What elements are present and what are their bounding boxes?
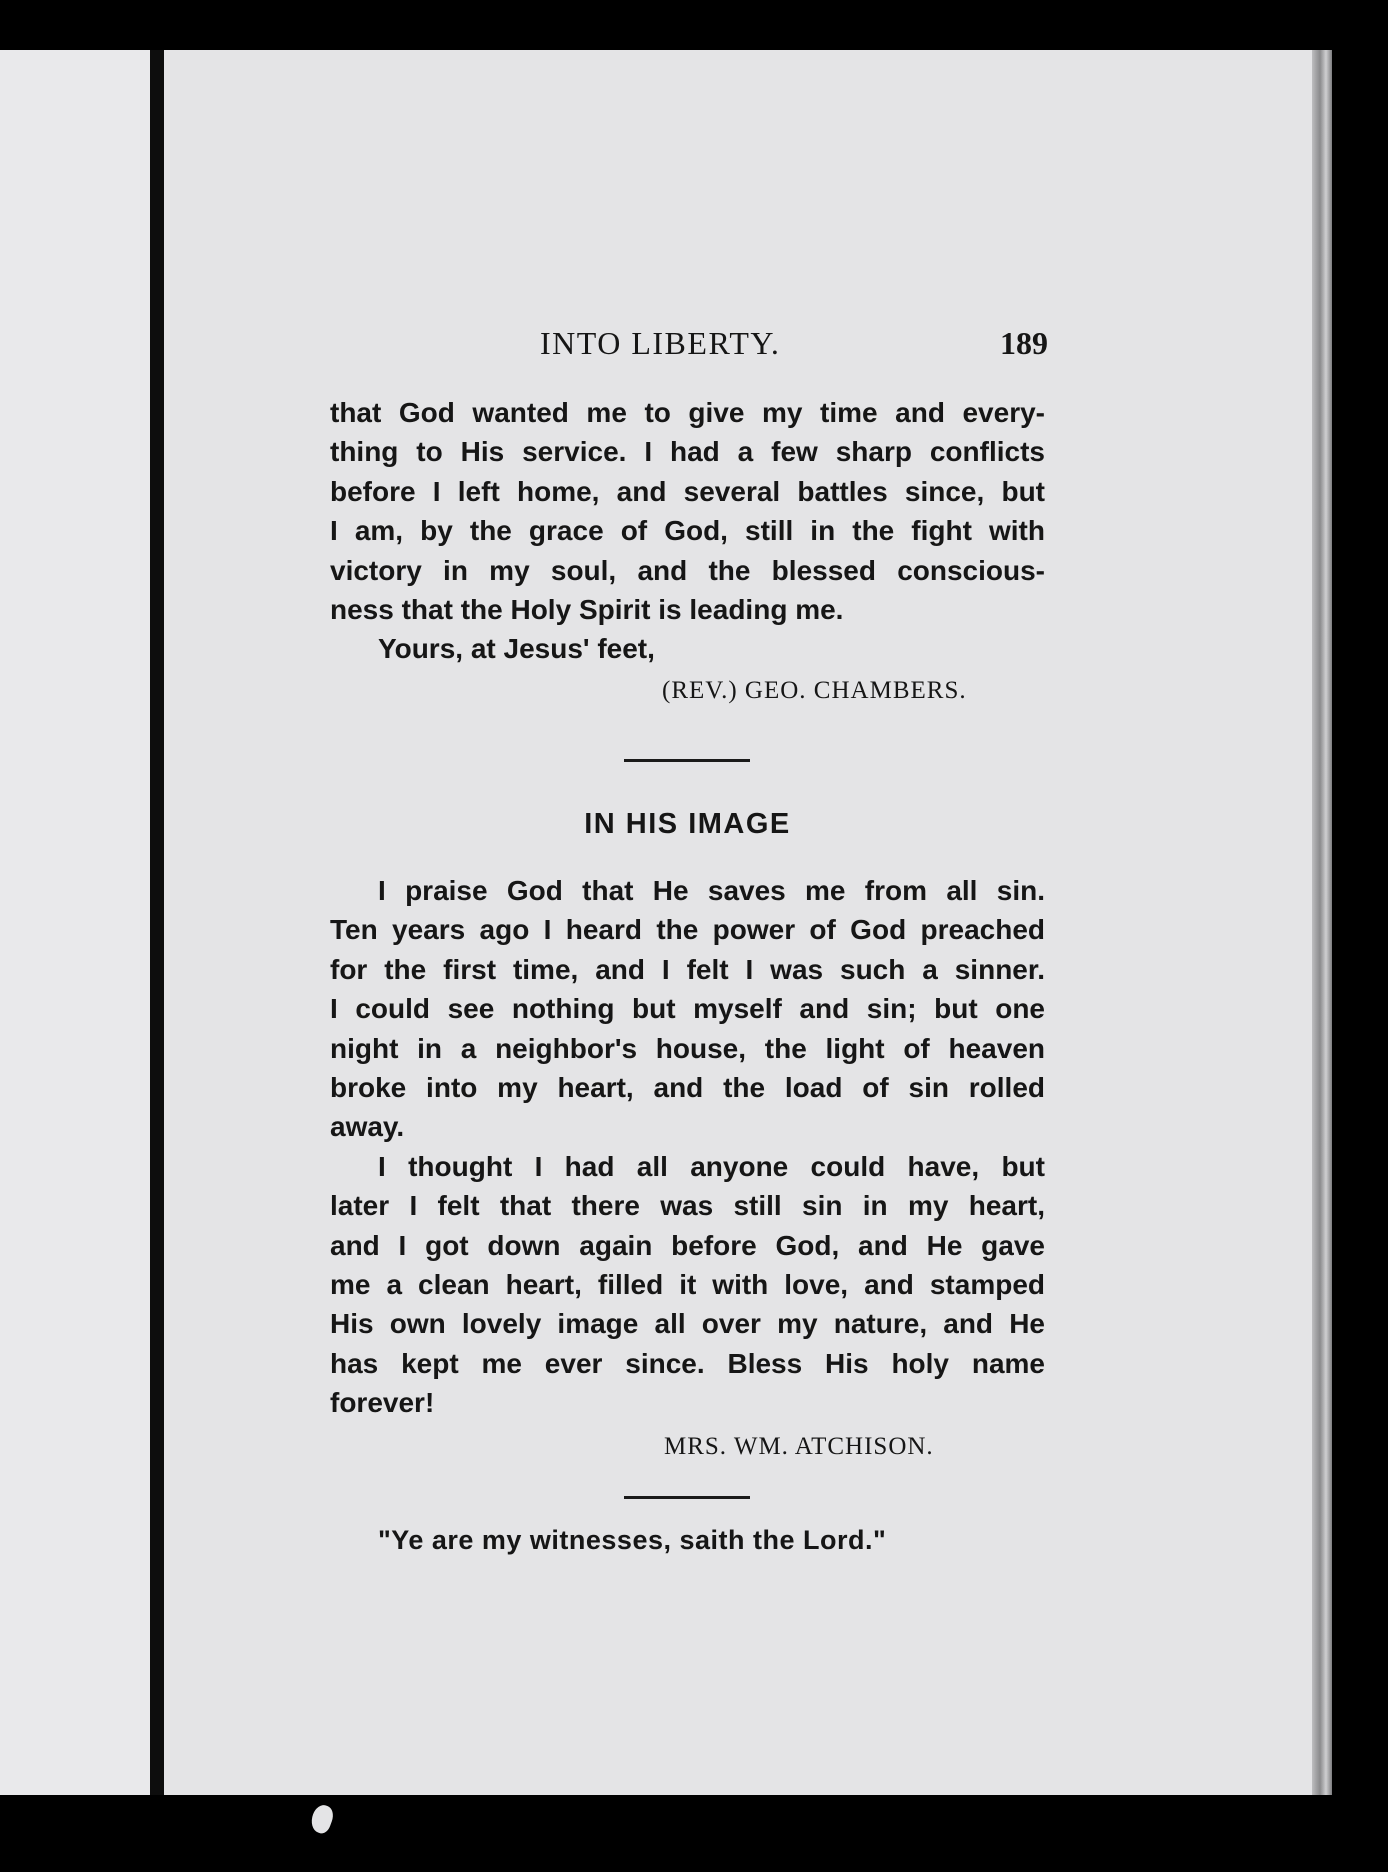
text-line: has kept me ever since. Bless His holy name (330, 1347, 1045, 1379)
text-line: I am, by the grace of God, still in the fight with (330, 515, 1045, 547)
text-line: for the first time, and I felt I was such a sinner. (330, 953, 1045, 985)
text-line: ness that the Holy Spirit is leading me. (330, 594, 844, 626)
text-line: I thought I had all anyone could have, but (378, 1150, 1045, 1182)
text-line: His own lovely image all over my nature, and He (330, 1308, 1045, 1340)
text-line: Ten years ago I heard the power of God preached (330, 914, 1045, 946)
letter-body (330, 393, 1045, 669)
text-line: away. (330, 1111, 405, 1143)
text-line: before I left home, and several battles since, but (330, 475, 1045, 507)
text-line: night in a neighbor's house, the light of heaven (330, 1032, 1045, 1064)
text-line: thing to His service. I had a few sharp conflicts (330, 436, 1045, 468)
text-line: victory in my soul, and the blessed conscious- (330, 554, 1045, 586)
text-line: me a clean heart, filled it with love, and stamped (330, 1269, 1045, 1301)
text-line: later I felt that there was still sin in my heart, (330, 1190, 1045, 1222)
book-spine (150, 50, 164, 1795)
quote-divider (624, 1496, 750, 1499)
text-line: and I got down again before God, and He gave (330, 1229, 1045, 1261)
section-divider (624, 759, 750, 762)
page-number: 189 (1000, 325, 1048, 361)
running-title: INTO LIBERTY. (540, 325, 781, 361)
section-title: IN HIS IMAGE (584, 808, 791, 840)
text-line: forever! (330, 1387, 435, 1419)
text-line: I praise God that He saves me from all sin. (378, 875, 1045, 906)
text-line: I could see nothing but myself and sin; but one (330, 993, 1045, 1025)
page-edge (1312, 50, 1332, 1795)
closing-quote: "Ye are my witnesses, saith the Lord." (378, 1525, 887, 1555)
letter-signature: (REV.) GEO. CHAMBERS. (662, 677, 967, 704)
scan-border (0, 1795, 1388, 1872)
section-body (330, 871, 1045, 1423)
text-line: broke into my heart, and the load of sin rolled (330, 1072, 1045, 1104)
text-line: that God wanted me to give my time and every- (330, 397, 1045, 428)
facing-page (0, 50, 160, 1795)
section-signature: MRS. WM. ATCHISON. (664, 1433, 934, 1460)
letter-closing: Yours, at Jesus' feet, (378, 633, 655, 665)
